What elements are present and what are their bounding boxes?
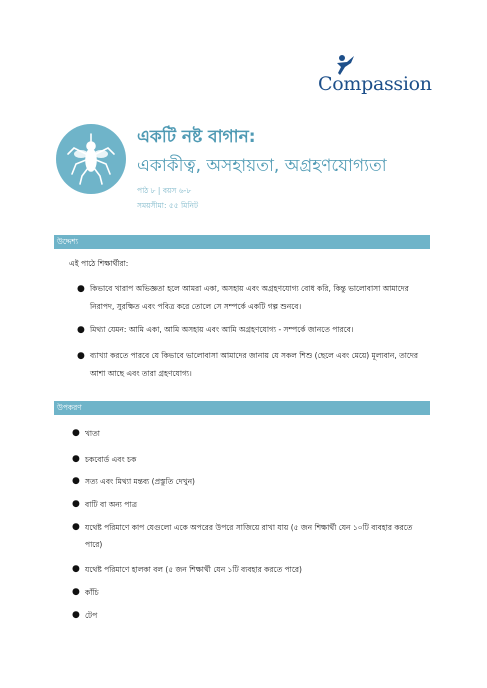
objective-item xyxy=(77,321,430,339)
bullet-dot: ● xyxy=(72,454,80,464)
lesson-meta-age: পাঠ ৮ | বয়স ৬-৮ xyxy=(137,186,192,195)
lesson-title: একটি নষ্ট বাগান: xyxy=(137,127,256,147)
bullet-dot: ● xyxy=(72,564,80,574)
mosquito-icon xyxy=(56,124,126,194)
material-item xyxy=(72,584,430,601)
bullet-dot: ● xyxy=(77,351,85,361)
lesson-meta-duration: সময়সীমা: ৫৫ মিনিট xyxy=(137,201,199,210)
material-item xyxy=(72,451,430,468)
material-item xyxy=(72,473,430,490)
logo-text: Compassion xyxy=(318,73,432,95)
objective-item xyxy=(77,347,430,383)
material-item xyxy=(72,519,430,553)
material-item xyxy=(72,425,430,442)
bullet-dot: ● xyxy=(72,610,80,620)
material-item xyxy=(72,607,430,624)
compassion-logo xyxy=(318,54,433,99)
objective-text: ব্যাখ্যা করতে পারবে যে কিভাবে ভালোবাসা আমাদের জানায় যে সকল শিশু (ছেলে এবং মেয়ে) মূল্যবান, তাদের আশা আছে এবং তারা গ্রহণযোগ্য। xyxy=(90,351,419,378)
material-text: খাতা xyxy=(85,429,100,438)
material-text: যথেষ্ট পরিমাণে হালকা বল (৫ জন শিক্ষার্থী যেন ১টি ব্যবহার করতে পারে) xyxy=(85,565,302,574)
bullet-dot: ● xyxy=(72,499,80,509)
bullet-dot: ● xyxy=(72,587,80,597)
objective-item xyxy=(77,280,430,316)
objective-text: মিথ্যা যেমন: আমি একা, আমি অসহায় এবং আমি অগ্রহণযোগ্য - সম্পর্কে জানতে পারবে। xyxy=(90,325,354,334)
bullet-dot: ● xyxy=(77,284,85,294)
material-item xyxy=(72,561,430,578)
bullet-dot: ● xyxy=(72,476,80,486)
objectives-intro: এই পাঠে শিক্ষার্থীরা: xyxy=(69,259,129,268)
bullet-dot: ● xyxy=(72,428,80,438)
lesson-subtitle: একাকীত্ব, অসহায়তা, অগ্রহণযোগ্যতা xyxy=(137,156,387,176)
material-text: কাঁচি xyxy=(85,588,99,597)
bullet-dot: ● xyxy=(72,522,80,532)
material-item xyxy=(72,496,430,513)
material-text: যথেষ্ট পরিমাণে কাপ যেগুলো একে অপরের উপরে সাজিয়ে রাখা যায় (৫ জন শিক্ষার্থী যেন ১০টি ব্যবহার করতে পারে) xyxy=(85,523,413,549)
material-text: চকবোর্ড এবং চক xyxy=(85,455,137,464)
objective-text: কিভাবে খারাপ অভিজ্ঞতা হলে আমরা একা, অসহায় এবং অগ্রহণযোগ্য বোধ করি, কিন্তু ভালোবাসা আমাদের নিরাপদ, সুরক্ষিত এবং পবিত্র করে তোলে সে সম্পর্কে একটি গল্প শুনবে। xyxy=(90,284,409,311)
material-text: টেপ xyxy=(85,611,98,620)
bullet-dot: ● xyxy=(77,325,85,335)
material-text: সত্য এবং মিথ্যা মন্তব্য (প্রস্তুতি দেখুন) xyxy=(85,477,195,486)
objectives-heading: উদ্দেশ্য xyxy=(54,235,430,249)
lesson-hero-circle xyxy=(56,124,126,194)
material-text: বাটি বা অন্য পাত্র xyxy=(85,500,138,509)
materials-heading: উপকরণ xyxy=(54,401,430,415)
